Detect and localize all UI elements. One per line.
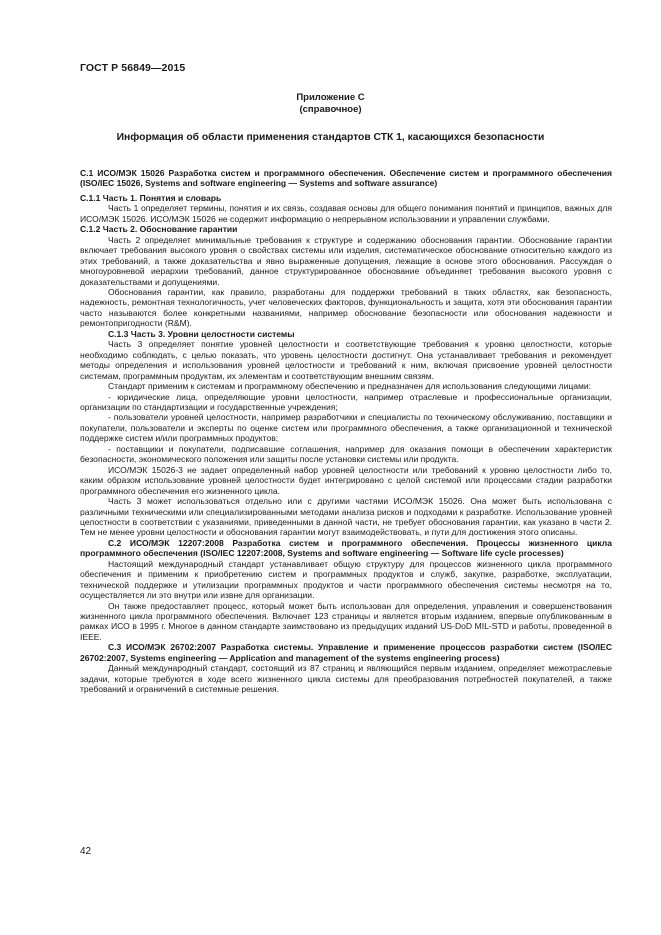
body-paragraph: ИСО/МЭК 15026-3 не задает определенный набор уровней целостности или требований к уровню целостности либо то, каким образом использование уровней целостности будет интегрировано с целой системой или процессами стадии разработки программного обеспечения его жизненного цикла. — [80, 464, 612, 496]
body-paragraph: Часть 3 может использоваться отдельно или с другими частями ИСО/МЭК 15026. Она может быть использована с различными техническими или специализированными методами анализа рисков и подходами к разработке. Использование уровней целостности в соответствии с указаниями, приведенными в данной части, не требует обоснования гарантии, как указано в части 2. Тем не менее уровни целостности и обоснования гарантии могут взаимодействовать, и пути для достижения этого описаны. — [80, 496, 612, 538]
body-paragraph: Часть 1 определяет термины, понятия и их связь, создавая основы для общего понимания понятий и принципов, важных для ИСО/МЭК 15026. ИСО/МЭК 15026 не содержит информацию о непрерывном использовании и управлении службами. — [80, 203, 612, 224]
document-body — [80, 168, 612, 695]
appendix-heading — [0, 92, 661, 115]
list-item: - поставщики и покупатели, подписавшие соглашения, например для оказания помощи в обеспечении характеристик безопасности, экономического положения или защиты после установки системы или продукта. — [80, 443, 612, 465]
body-paragraph: Настоящий международный стандарт устанавливает общую структуру для процессов жизненного цикла программного обеспечения и применим к приобретению систем и программных продуктов и служб, закупке, разработке, эксплуатации, технической поддержке и утилизации программных продуктов и части программного обеспечения системы несмотря на то, осуществляется ли это внутри или извне для организации. — [80, 558, 612, 601]
subsection-heading-c1-3: C.1.3 Часть 3. Уровни целостности системы — [108, 328, 295, 339]
body-paragraph: Часть 3 определяет понятие уровней целостности и соответствующие требования к уровню целостности, которые необходимо соблюдать, с целью показать, что уровень целостности достигнут. Она устанавливает требования и рекомендует методы определения и использования уровней целостности и требований к ним, включая присвоение уровней целостности системам, программным продуктам, их элементам и соответствующим внешним связям. — [80, 339, 612, 381]
body-paragraph: Стандарт применим к системам и программному обеспечению и предназначен для использования следующими лицами: — [108, 381, 592, 392]
section-heading-c2: C.2 ИСО/МЭК 12207:2008 Разработка систем и программного обеспечения. Процессы жизненного цикла программного обеспечения (ISO/IEC 12207:2008, Systems and software engineering — Software life cycle processes) — [80, 537, 612, 559]
section-heading-c3: C.3 ИСО/МЭК 26702:2007 Разработка системы. Управление и применение процессов разработки систем (ISO/IEC 26702:2007, Systems engineering — Application and management of the systems engineering process) — [80, 642, 612, 663]
appendix-title: Информация об области применения стандартов СТК 1, касающихся безопасности — [116, 132, 545, 143]
subsection-heading-c1-2: C.1.2 Часть 2. Обоснование гарантии — [80, 224, 238, 235]
document-header: ГОСТ Р 56849—2015 — [80, 62, 186, 74]
subsection-heading-c1-1: C.1.1 Часть 1. Понятия и словарь — [80, 192, 222, 203]
body-paragraph: Он также предоставляет процесс, который может быть использован для определения, управления и совершенствования жизненного цикла программного обеспечения. Включает 123 страницы и является вторым изданием, впервые опубликованным в рамках ИСО в 1995 г. Многое в данном стандарте заимствовано из предыдущих изданий US-DoD MIL-STD и работы, проведенной в IEEE. — [80, 600, 612, 642]
appendix-kind: (справочное) — [299, 103, 362, 115]
list-item: - пользователи уровней целостности, например разработчики и специалисты по техническому обслуживанию, поставщики и покупатели, пользователи и эксперты по оценке систем или программного обеспечения, а также организационной и технической поддержке систем и/или программных продуктов; — [80, 412, 612, 444]
page-number: 42 — [80, 846, 92, 857]
body-paragraph: Часть 2 определяет минимальные требования к структуре и содержанию обоснования гарантии. Обоснование гарантии включает требования высокого уровня о свойствах системы или изделия, систематическое обоснование относительно каждого из этих требований, а также доказательства и явно выраженные допущения, лежащие в основе этого обоснования. Рассуждая о многоуровневой иерархии требований, данное структурированное обоснование объединяет требования высокого уровня с доказательствами и допущениями. — [80, 234, 612, 287]
appendix-label: Приложение С — [296, 92, 365, 103]
list-item: - юридические лица, определяющие уровни целостности, например отраслевые и профессиональные организации, организации по стандартизации и государственные учреждения; — [80, 391, 612, 412]
body-paragraph: Обоснования гарантии, как правило, разработаны для поддержки требований в таких областях, как безопасность, надежность, ремонтная технологичность, учет человеческих факторов, функциональность и защита, хотя эти обоснования гарантии часто называются более конкретными названиями, например обоснование безопасности или обоснования надежности и ремонтопригодности (R&M). — [80, 286, 612, 329]
body-paragraph: Данный международный стандарт, состоящий из 87 страниц и являющийся первым изданием, определяет межотраслевые задачи, которые требуются в ходе всего жизненного цикла системы для преобразования потребностей покупателей, а также требований и ограничений в системные решения. — [80, 663, 612, 695]
section-heading-c1: C.1 ИСО/МЭК 15026 Разработка систем и программного обеспечения. Обеспечение систем и программного обеспечения (ISO/IEC 15026, Systems and software engineering — Systems and software assurance) — [80, 168, 612, 189]
